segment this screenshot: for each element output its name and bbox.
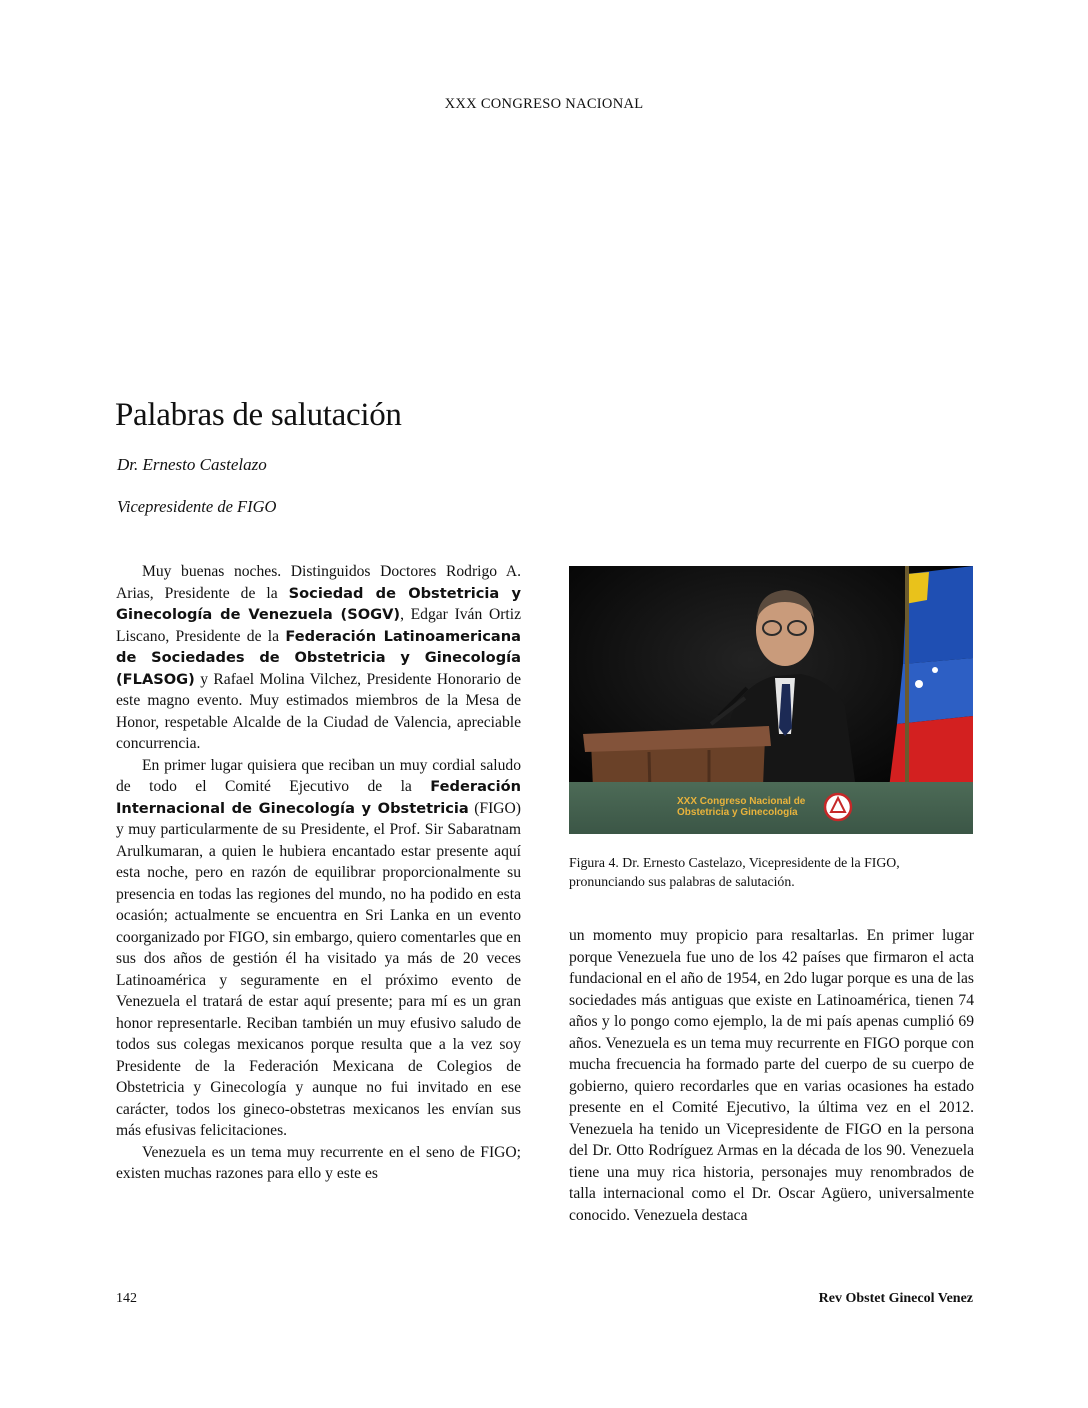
- figure-caption: Figura 4. Dr. Ernesto Castelazo, Vicepresidente de la FIGO, pronunciando sus palabras de salutación.: [569, 855, 900, 889]
- right-column: [569, 925, 974, 1226]
- bold-run: Federación Internacional de Ginecología y Obstetricia: [116, 778, 521, 817]
- text-run: (FIGO) y muy particularmente de su Presidente, el Prof. Sir Sabaratnam Arulkumaran, a quien le hubiera encantado estar presente aquí esta noche, pero en razón de equilibrar proporcionalmente su presencia en todas las regiones del mundo, no ha podido en esta ocasión; actualmente se encuentra en Sri Lanka en un evento coorganizado por FIGO, sin embargo, quiero comentarles que en sus dos años de gestión él ha visitado ya más de 20 veces Latinoamérica y seguramente en el próximo evento de Venezuela el tratará de estar aquí presente; para mí es un gran honor representarle. Reciban también un muy efusivo saludo de todos sus colegas mexicanos porque resulta que a la vez soy Presidente de la Federación Mexicana de Colegios de Obstetricia y Ginecología y aunque no fui invitado en ese carácter, todos los gineco-obstetras mexicanos les envían sus más efusivas felicitaciones.: [116, 799, 521, 1139]
- banner-text: XXX Congreso Nacional de Obstetricia y Ginecología: [677, 796, 806, 818]
- page-number: 142: [116, 1291, 137, 1306]
- left-column: [116, 561, 521, 1185]
- congress-logo-icon: [823, 792, 853, 822]
- paragraph-continuation: un momento muy propicio para resaltarlas. En primer lugar porque Venezuela fue uno de los 42 países que firmaron el acta fundacional en el año de 1954, en 2do lugar porque es una de las sociedades más antiguas que existe en Latinoamérica, tienen 74 años y lo pongo como ejemplo, la de mi país apenas cumplió 69 años. Venezuela es un tema muy recurrente en FIGO porque con mucha frecuencia ha formado parte del cuerpo de su cuerpo de gobierno, quiero recordarles que en varias ocasiones ha estado presente en el Comité Ejecutivo, la última vez en el 2012. Venezuela ha tenido un Vicepresidente de FIGO en la persona del Dr. Otto Rodríguez Armas en la década de los 90. Venezuela tiene una muy rica historia, personajes muy renombrados de talla internacional como el Dr. Oscar Agüero, universalmente conocido. Venezuela destaca: [569, 927, 974, 1224]
- bold-run: Sociedad de Obstetricia y Ginecología de Venezuela (SOGV): [116, 584, 521, 623]
- running-head: XXX CONGRESO NACIONAL: [444, 96, 644, 112]
- congress-banner: [569, 782, 973, 834]
- article-title: Palabras de salutación: [115, 397, 402, 433]
- author-name: Dr. Ernesto Castelazo: [117, 455, 267, 474]
- bold-run: Federación Latinoamericana de Sociedades de Obstetricia y Ginecología (FLASOG): [116, 627, 521, 688]
- text-run: Muy buenas noches. Distinguidos Doctores Rodrigo A. Arias, Presidente de la: [116, 563, 521, 602]
- journal-name: Rev Obstet Ginecol Venez: [818, 1291, 973, 1306]
- text-run: En primer lugar quisiera que reciban un muy cordial saludo de todo el Comité Ejecutivo de la: [116, 756, 521, 795]
- paragraph-venezuela: Venezuela es un tema muy recurrente en el seno de FIGO; existen muchas razones para ello y este es: [116, 1143, 521, 1182]
- figure-photo: [569, 566, 973, 834]
- paragraph-greeting: [116, 561, 521, 755]
- text-run: y Rafael Molina Vilchez, Presidente Honorario de este magno evento. Muy estimados miembros de la Mesa de Honor, respetable Alcalde de la Ciudad de Valencia, apreciable concurrencia.: [116, 670, 521, 752]
- author-role: Vicepresidente de FIGO: [117, 497, 277, 516]
- text-run: , Edgar Iván Ortiz Liscano, Presidente de la: [116, 606, 521, 645]
- paragraph-figo-greeting: [116, 755, 521, 1142]
